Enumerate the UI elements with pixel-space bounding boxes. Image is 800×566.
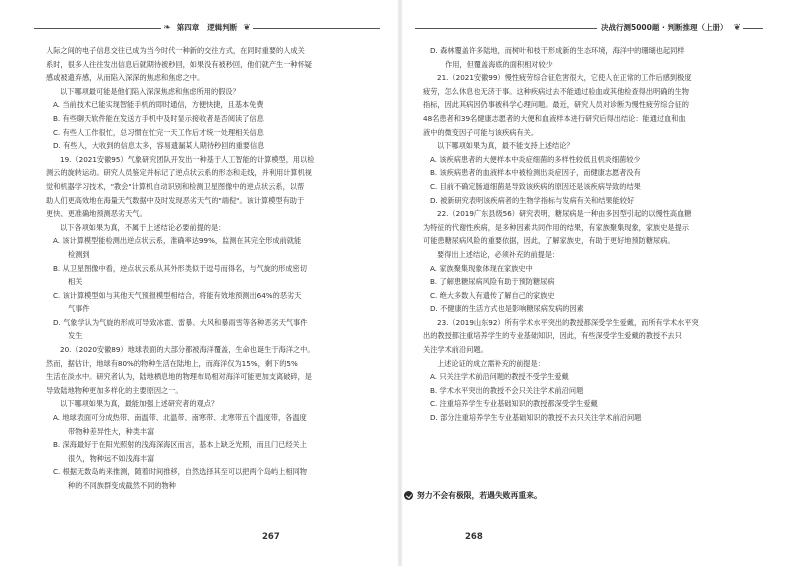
text-line: D. 森林覆盖许多陆地，而树叶和枝干形成新的生态环境，海洋中的珊瑚也起同样 xyxy=(430,46,685,55)
right-page xyxy=(400,0,800,566)
page-number: 268 xyxy=(465,532,483,542)
text-line: 感或被遗弃感，从而陷入深深的焦虑和焦虑之中。 xyxy=(46,73,205,83)
text-line: 可能患糖尿病风险的重要依据，因此，了解家族史，有助于更好地预防糖尿病。 xyxy=(423,236,675,246)
header-rule xyxy=(743,28,763,29)
text-line: 以下哪项最可能是他们陷入深深焦虑和焦虑所用的假设？ xyxy=(60,86,240,96)
text-line: 21.（2021安徽99）慢性疲劳综合征危害很大，它使人在正常的工作后感到极度 xyxy=(437,73,692,83)
text-line: A. 当前技术已能实现智能手机的即时通信，方便快捷，且基本免费 xyxy=(53,100,264,110)
text-line: 以下各项如果为真，不属于上述结论必要前提的是： xyxy=(60,222,226,232)
text-line: 人际之间的电子信息交往已成为当今时代一种新的交往方式，在同时重要的人成关 xyxy=(46,46,305,55)
text-line: 要得出上述结论，必须补充的前提是： xyxy=(437,249,560,259)
text-line: A. 该计算模型能检测出逆点状云系，准确率达99%，监测在其完全形成前就能 xyxy=(53,236,302,246)
text-line: 液中的微变因子可能与该疾病有关。 xyxy=(423,127,539,137)
text-line: 指标，因此其病因仍事被科学心理问题。最近，研究人员对诊断为慢性疲劳综合征的 xyxy=(423,100,689,110)
text-line: 带物种差异性大，种类丰富 xyxy=(68,426,155,436)
text-line: 23.（2019山东92）所有学术水平突出的教授都深受学生爱戴，而所有学术水平突 xyxy=(437,317,699,327)
text-line: D. 被新研究表明该疾病者的生物学指标与发病有关和结果能较好 xyxy=(430,195,635,205)
book-title: 决战行测5000题 · 判断推理（上册） xyxy=(601,23,728,32)
text-line: 关注学术前沿问题。 xyxy=(423,345,488,355)
text-line: B. 深海最好于在阳光照射的浅海深海区而言，基本上缺乏光照，而且门已经关上 xyxy=(53,440,307,450)
text-line: 19.（2021安徽95）气象研究团队开发出一种基于人工智能的计算模型，用以检 xyxy=(60,154,315,164)
text-line: 上述论证的成立需补充的前提是： xyxy=(437,358,545,368)
text-line: 导致陆地物种更加多样化的主要原因之一。 xyxy=(46,385,183,395)
text-line: C. 目前不确定肠道细菌是导致该疾病的原因还是该疾病导致的结果 xyxy=(430,181,641,191)
text-line: 以下哪项如果为真，最能加强上述研究者的观点？ xyxy=(60,399,219,409)
text-line: 出的教授都注重培养学生的专业基础知识，因此，有些深受学生爱戴的教授不去只 xyxy=(423,331,682,341)
text-line: 助人们更高效地在海量天气数据中及时发现恶劣天气的"端倪"。该计算模型有助于 xyxy=(46,195,305,205)
text-line: B. 了解患糖尿病风险有助于预防糖尿病 xyxy=(430,277,555,287)
text-line: A. 地球表面可分成热带、南温带、北温带、南寒带、北寒带五个温度带，各温度 xyxy=(53,413,307,423)
right-page-text xyxy=(423,44,757,425)
header-rule xyxy=(253,28,380,29)
text-line: 作用，但覆盖海底的面积相对较少 xyxy=(445,59,553,69)
header-ornament-icon: ❧ xyxy=(163,23,171,33)
text-line: A. 只关注学术前沿问题的教授不受学生爱戴 xyxy=(430,372,569,382)
text-line: C. 根据无数岛屿来推测，随着时间推移，自然选择其至可以把两个岛屿上相同物 xyxy=(53,467,307,477)
motto-text: 努力不会有极限，若遇失败再重来。 xyxy=(417,491,542,500)
text-line: 为特征的代谢性疾病，是多种因素共同作用的结果，有家族聚集现象，家族史是提示 xyxy=(423,222,689,232)
text-line: 检测到 xyxy=(68,249,90,259)
header-ornament-icon: ❦ xyxy=(733,23,741,33)
text-line: 疲劳，怎么休息也无济于事。这种疾病过去不能通过验血或其他检查得出明确的生物 xyxy=(423,86,689,96)
text-line: 然而，据估计，地球有80%的物种生活在陆地上，而海洋仅为15%，剩下的5% xyxy=(46,358,298,368)
text-line: 生活在淡水中。研究者认为，陆地栖息地的物理布局相对海洋可能更加支离破碎，是 xyxy=(46,372,312,382)
text-line: B. 从卫星图像中看，逆点状云系从其外形类似于逗号而得名，与气旋的形成密切 xyxy=(53,263,307,273)
text-line: 48名患者和39名健康志愿者的大便和血液样本进行研究后得出结论：能通过血和血 xyxy=(423,113,686,123)
text-line: 测云的旋转运动。研究人员鉴定并标记了逆点状云系的形态和走线，并利用计算机视 xyxy=(46,168,312,178)
text-line: B. 学术水平突出的教授不会只关注学术前沿问题 xyxy=(430,385,584,395)
text-line: 发生 xyxy=(68,331,83,341)
text-line: A. 该疾病患者的大便样本中炎症细菌的多样性较低且机炎细菌较少 xyxy=(430,154,641,164)
check-circle-icon xyxy=(404,491,413,500)
text-line: D. 不健康的生活方式也是影响糖尿病发病的因素 xyxy=(430,304,584,314)
text-line: 种的不同族群变成截然不同的物种 xyxy=(68,481,176,490)
motto-tip xyxy=(404,490,542,501)
left-header xyxy=(34,20,380,36)
text-line: C. 注重培养学生专业基础知识的教授都深受学生爱戴 xyxy=(430,399,598,409)
text-line: 觉和机器学习技术，"教会"计算机自动识别和检测卫星图像中的逆点状云系，以帮 xyxy=(46,181,305,191)
text-line: B. 该疾病患者的血液样本中被检测出炎症因子，而健康志愿者没有 xyxy=(430,168,641,178)
text-line: A. 家族聚集现象体现在家族史中 xyxy=(430,263,533,273)
text-line: 系时，很多人往往发出信息后就期待被秒回，如果没有被秒回，他们就产生一种怀疑 xyxy=(46,59,312,69)
text-line: D. 有些人，大收到的信息太多，容易遗漏某人期待秒回的重要信息 xyxy=(53,141,265,151)
text-line: C. 有些人工作很忙，总习惯在忙完一天工作后才统一处理相关信息 xyxy=(53,127,264,137)
text-line: 20.（2020安徽89）地球表面的大部分都被海洋覆盖，生命也诞生于海洋之中。 xyxy=(60,345,315,355)
text-line: 22.（2019广东县级56）研究表明，糖尿病是一种由多因型引起的以慢性高血糖 xyxy=(437,209,692,219)
right-header xyxy=(415,20,763,36)
header-ornament-icon: ❦ xyxy=(243,23,251,33)
text-line: B. 有些聊天软件能在发送方手机中及时显示接收者是否阅读了信息 xyxy=(53,113,264,123)
page-number: 267 xyxy=(262,532,280,542)
text-line: 很久，物种远不如浅海丰富 xyxy=(68,453,155,463)
header-rule xyxy=(415,28,597,29)
left-page-text xyxy=(46,44,376,493)
text-line: C. 绝大多数人有遗传了解自己的家族史 xyxy=(430,290,555,300)
chapter-number: 第四章 xyxy=(176,23,200,32)
header-rule xyxy=(34,28,161,29)
text-line: 相关 xyxy=(68,277,83,287)
text-line: D. 部分注重培养学生专业基础知识的教授不去只关注学术前沿问题 xyxy=(430,413,642,423)
text-line: 气事件 xyxy=(68,304,90,314)
text-line: 更快、更准确地预测恶劣天气。 xyxy=(46,209,147,219)
text-line: 以下哪项如果为真，最不能支持上述结论？ xyxy=(437,141,574,151)
text-line: C. 该计算模型如与其他天气预报模型相结合，将能有效地预测出64%的恶劣天 xyxy=(53,290,302,300)
chapter-title: 逻辑判断 xyxy=(207,23,238,32)
text-line: D. 气象学认为气旋的形成可导致冰雹、雷暴、大风和暴雨雪等各种恶劣天气事件 xyxy=(53,317,308,327)
